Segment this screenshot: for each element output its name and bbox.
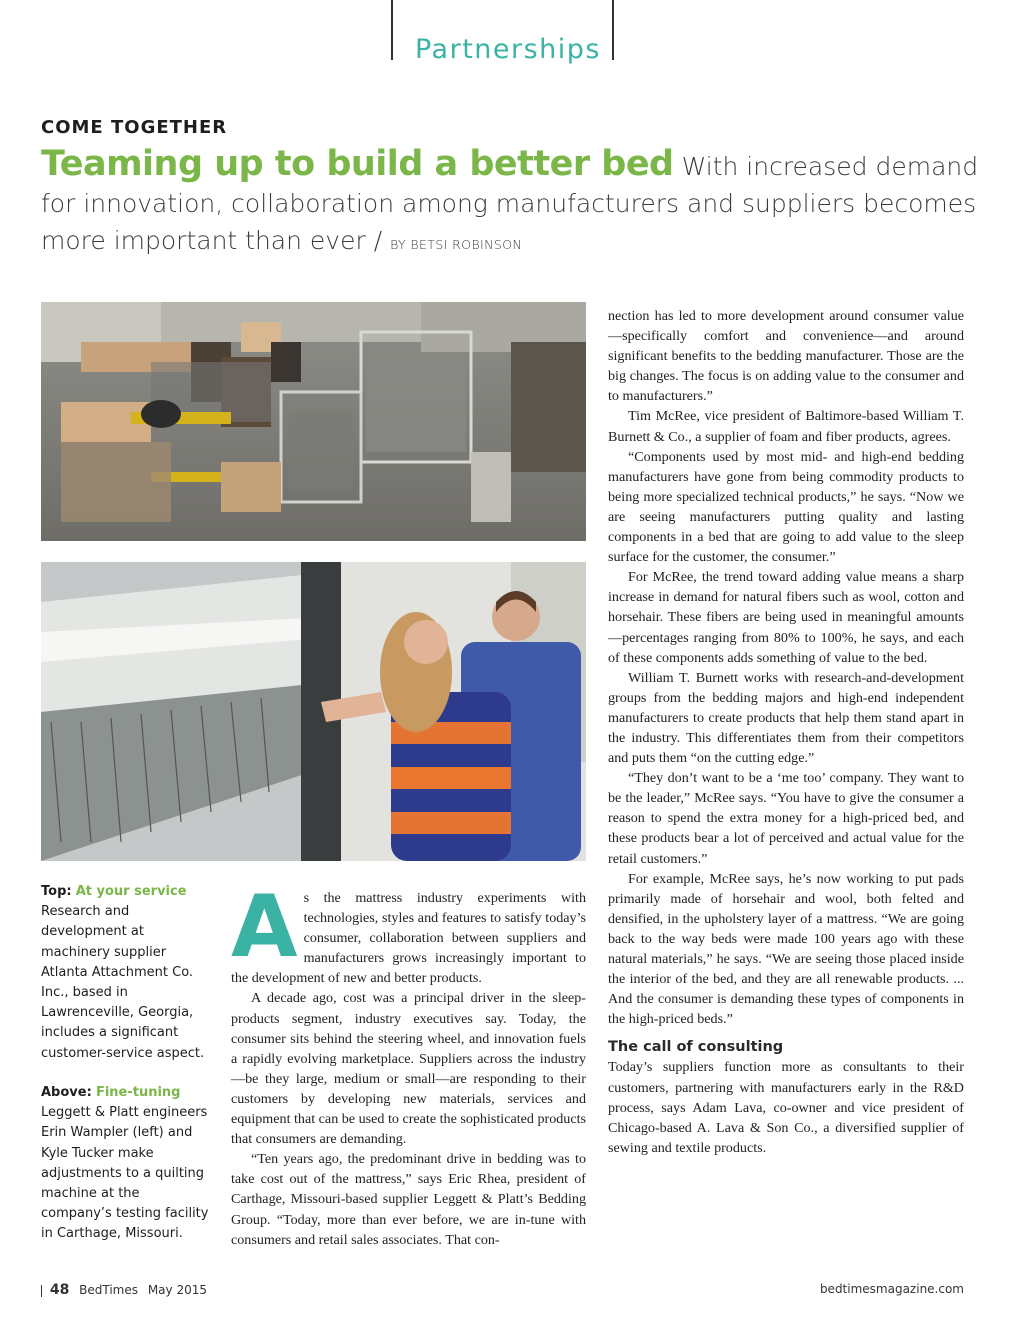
body-paragraph: Today’s suppliers function more as consultants to their customers, partnering with manufacturers early in the R&D process, says Adam Lava, co-owner and vice president of Chicago-based A. Lava & Son Co., a diversified supplier of sewing and textile products. — [608, 1059, 964, 1156]
factory-floor-photo — [41, 302, 586, 541]
body-paragraph: Tim McRee, vice president of Baltimore-based William T. Burnett & Co., a supplier of foam and fiber products, agrees. — [608, 408, 964, 445]
drop-cap: A — [231, 877, 298, 977]
quilting-machine-photo — [41, 562, 586, 861]
body-paragraph: nection has led to more development around consumer value—specifically comfort and convenience—and around significant benefits to the bedding manufacturer. Those are the big changes. The focus is on adding value to the consumer and to manufacturers.” — [608, 308, 964, 405]
footer-left — [41, 1282, 207, 1298]
page-number: 48 — [49, 1282, 70, 1298]
body-column-right — [608, 306, 964, 1158]
kicker: COME TOGETHER — [41, 117, 228, 138]
caption-top — [41, 882, 213, 1064]
issue-date: May 2015 — [147, 1283, 207, 1297]
body-paragraph: “Ten years ago, the predominant drive in bedding was to take cost out of the mattress,” says Eric Rhea, president of Carthage, Missouri-based supplier Leggett & Platt’s Bedding Group. “Today, more than ever before, we are in-tune with consumers and retail sales associates. That con- — [231, 1151, 586, 1248]
publication-name: BedTimes — [79, 1283, 138, 1297]
byline: BY BETSI ROBINSON — [390, 237, 523, 252]
caption-above-label: Above: — [41, 1085, 92, 1100]
body-paragraph: “They don’t want to be a ‘me too’ company. They want to be the leader,” McRee says. “You have to give the consumer a reason to spend the extra money for a high-priced bed, and these products bear a lot of perceived and actual value for the retail customers.” — [608, 770, 964, 867]
footer-website: bedtimesmagazine.com — [819, 1282, 964, 1296]
body-column-middle — [231, 877, 586, 1250]
body-paragraph: A decade ago, cost was a principal driver in the sleep-products segment, industry executives say. Today, the consumer sits behind the steering wheel, and innovation fuels a rapidly evolving marketplace. Suppliers across the industry—be they large, medium or small—are responding to their customers by developing new materials, services and equipment that can be used to create the sophisticated products that consumers are demanding. — [231, 990, 586, 1148]
quilting-machine-illustration — [41, 562, 586, 861]
headline — [41, 146, 981, 263]
caption-above-text: Leggett & Platt engineers Erin Wampler (left) and Kyle Tucker make adjustments to a quilting machine at the company’s testing facility in Carthage, Missouri. — [41, 1105, 209, 1242]
factory-floor-illustration — [41, 302, 586, 541]
subhead-call-of-consulting: The call of consulting — [608, 1039, 784, 1056]
body-paragraph: William T. Burnett works with research-and-development groups from the bedding majors and high-end independent manufacturers to create products that help them stand apart in the industry. This differentiates them from their competitors and puts them “on the cutting edge.” — [608, 669, 964, 767]
body-paragraph: For McRee, the trend toward adding value means a sharp increase in demand for natural fibers such as wool, cotton and horsehair. These fibers are being used in meaningful amounts—percentages ranging from 80% to 100%, he says, and each of these components adds something of value to the bed. — [608, 569, 964, 666]
body-paragraph: As the mattress industry experiments with technologies, styles and features to satisfy today’s consumer, collaboration between suppliers and manufacturers grows increasingly important to the development of new and better products. — [231, 877, 586, 987]
headline-deck: With increased demand for innovation, collaboration among manufacturers and suppliers becomes more important than ever / — [41, 152, 979, 255]
section-title: Partnerships — [414, 34, 601, 65]
caption-top-text: Research and development at machinery supplier Atlanta Attachment Co. Inc., based in Lawrenceville, Georgia, includes a significant customer-service aspect. — [41, 904, 205, 1061]
caption-above-highlight: Fine-tuning — [95, 1085, 181, 1100]
caption-top-highlight: At your service — [75, 884, 187, 899]
body-paragraph: For example, McRee says, he’s now working to put pads primarily made of horsehair and wool, both felted and densified, in the upholstery layer of a mattress. “We are going back to the way beds were made 100 years ago with these natural materials,” he says. “We are seeing those placed inside the interior of the bed, and they are all renewable products. ... And the consumer is demanding these types of components in the high-priced beds.” — [608, 870, 964, 1028]
headline-title: Teaming up to build a better bed — [41, 144, 674, 184]
caption-above — [41, 1083, 213, 1245]
caption-top-label: Top: — [41, 884, 72, 899]
body-paragraph: “Components used by most mid- and high-end bedding manufacturers have gone from being commodity products to being more specialized technical products,” he says. “Now we are seeing manufacturers putting quality and lasting components in a bed that are going to add value to the sleep surface for the customer, the consumer.” — [608, 448, 964, 566]
